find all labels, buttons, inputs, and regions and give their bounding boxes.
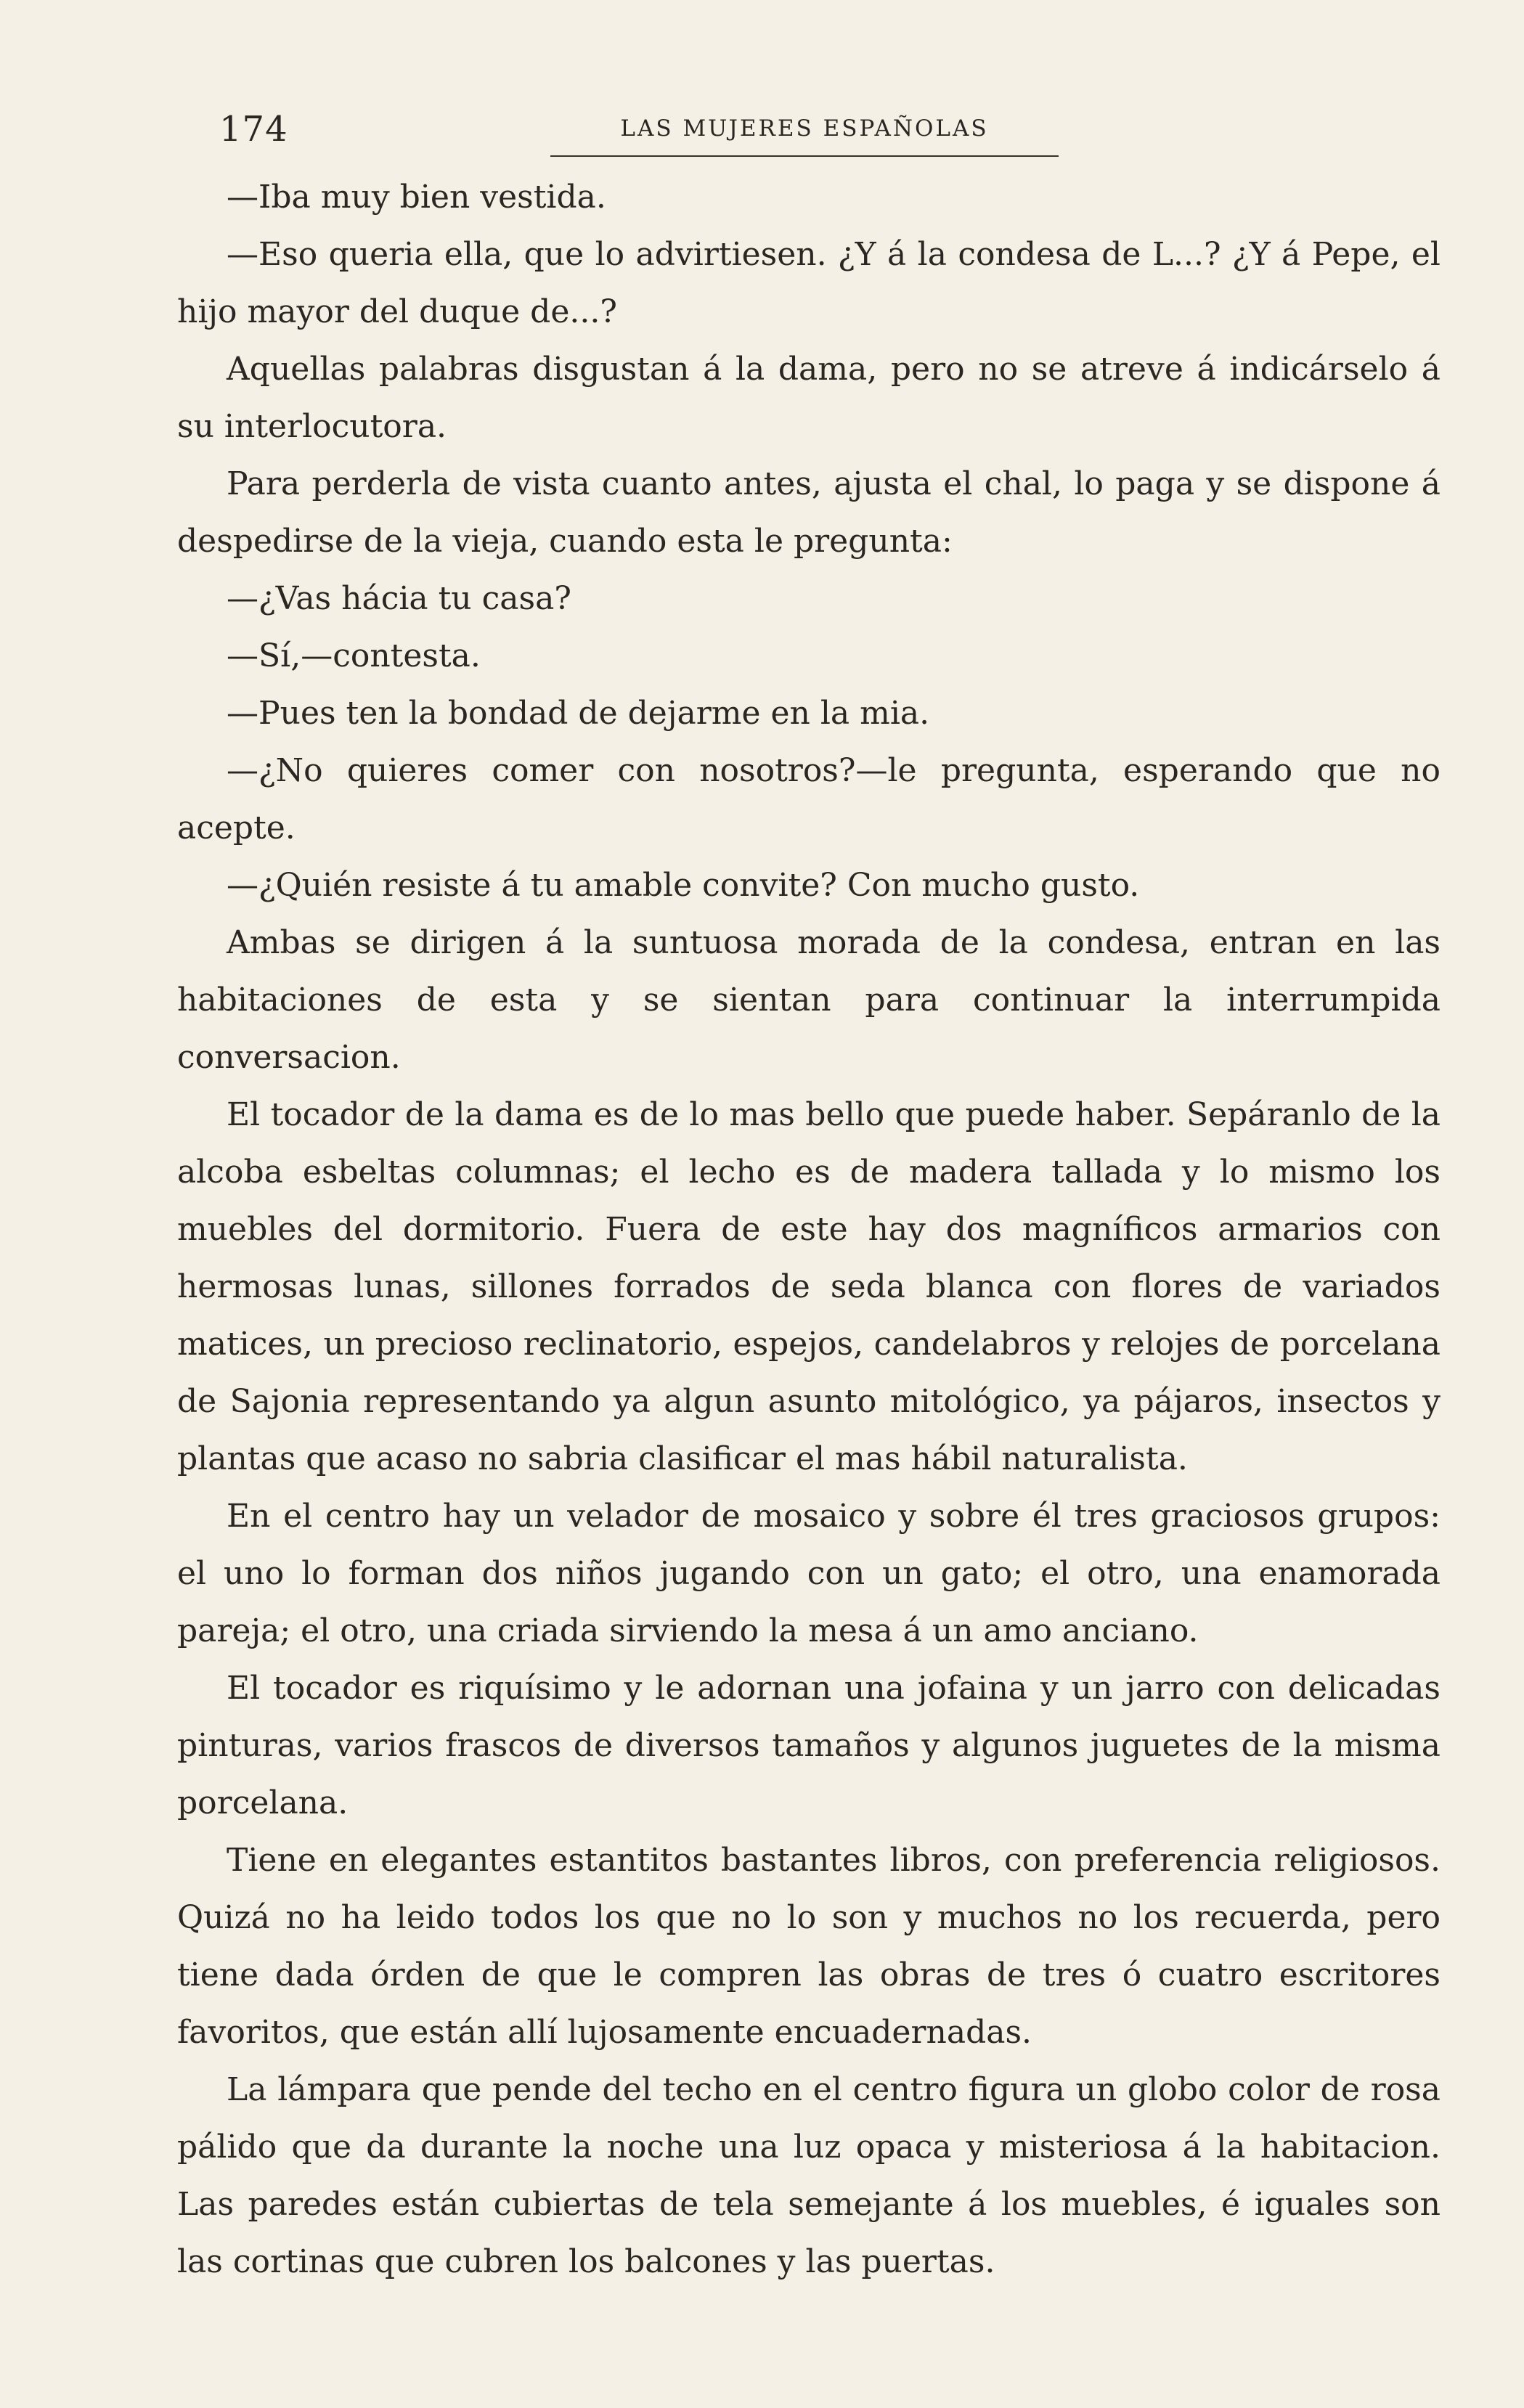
paragraph: —¿No quieres comer con nosotros?—le pregunta, esperando que no acepte. [177,752,1441,846]
page-number: 174 [219,109,288,150]
paragraph: —¿Vas hácia tu casa? [227,580,571,617]
paragraph: Para perderla de vista cuanto antes, ajusta el chal, lo paga y se dispone á despedirse de la vieja, cuando esta le pregunta: [177,465,1441,560]
paragraph: Aquellas palabras disgustan á la dama, pero no se atreve á indicárselo á su interlocutora. [177,351,1441,445]
page-header [0,102,1524,160]
paragraph: —¿Quién resiste á tu amable convite? Con mucho gusto. [227,867,1140,904]
paragraph: —Iba muy bien vestida. [227,179,606,216]
paragraph: El tocador es riquísimo y le adornan una jofaina y un jarro con delicadas pinturas, varios frascos de diversos tamaños y algunos juguetes de la misma porcelana. [177,1670,1441,1821]
paragraph: Tiene en elegantes estantitos bastantes libros, con preferencia religiosos. Quizá no ha leido todos los que no lo son y muchos no los recuerda, pero tiene dada órden de que le compren las obras de tres ó cuatro escritores favoritos, que están allí lujosamente encuadernadas. [177,1842,1441,2051]
paragraph: —Sí,—contesta. [227,637,481,674]
paragraph: —Eso queria ella, que lo advirtiesen. ¿Y á la condesa de L...? ¿Y á Pepe, el hijo mayor del duque de...? [177,236,1441,330]
paragraph: Ambas se dirigen á la suntuosa morada de la condesa, entran en las habitaciones de esta y se sientan para continuar la interrumpida conversacion. [177,924,1441,1076]
paragraph: El tocador de la dama es de lo mas bello que puede haber. Sepáranlo de la alcoba esbeltas columnas; el lecho es de madera tallada y lo mismo los muebles del dormitorio. Fuera de este hay dos magníficos armarios con hermosas lunas, sillones forrados de seda blanca con flores de variados matices, un precioso reclinatorio, espejos, candelabros y relojes de porcelana de Sajonia representando ya algun asunto mitológico, ya pájaros, insectos y plantas que acaso no sabria clasificar el mas hábil naturalista. [177,1096,1441,1477]
paragraph: La lámpara que pende del techo en el centro figura un globo color de rosa pálido que da durante la noche una luz opaca y misteriosa á la habitacion. Las paredes están cubiertas de tela semejante á los muebles, é iguales son las cortinas que cubren los balcones y las puertas. [177,2071,1441,2280]
header-rule [550,155,1059,157]
paragraph: En el centro hay un velador de mosaico y sobre él tres graciosos grupos: el uno lo forman dos niños jugando con un gato; el otro, una enamorada pareja; el otro, una criada sirviendo la mesa á un amo anciano. [177,1498,1441,1649]
running-head: LAS MUJERES ESPAÑOLAS [620,115,989,142]
paragraph: —Pues ten la bondad de dejarme en la mia. [227,695,930,732]
page-body [177,168,1441,2290]
